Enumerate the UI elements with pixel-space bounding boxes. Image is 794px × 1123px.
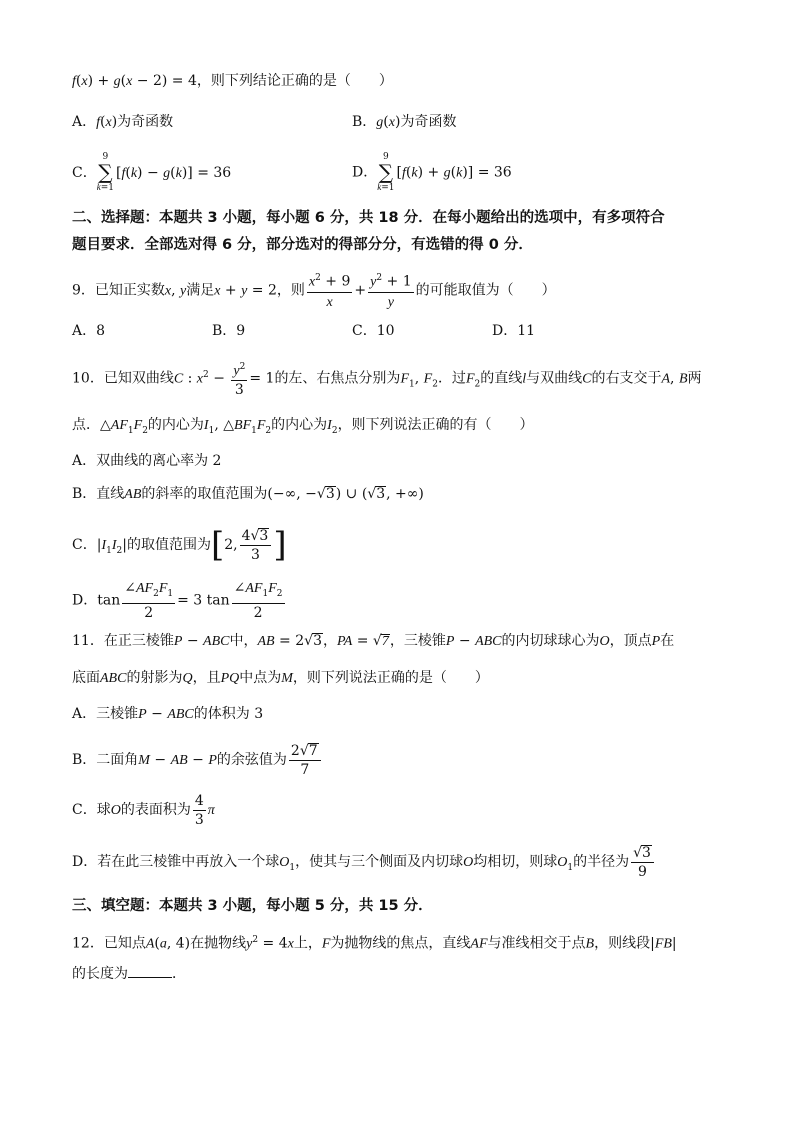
- q9-option-b: B．9: [212, 323, 246, 339]
- section2-subheading: 题目要求．全部选对得 6 分，部分选对的得部分分，有选错的得 0 分．: [72, 237, 533, 253]
- q10-option-b: B．直线AB的斜率的取值范围为(−∞, −√3) ∪ (√3, +∞): [72, 486, 424, 502]
- q11-option-c: C．球O的表面积为 $\frac{4}{3}$ π: [72, 792, 215, 828]
- q9-option-a: A．8: [72, 323, 106, 339]
- q12-stem: 12．已知点A(a, 4)在抛物线$y^2 = 4x$上，F为抛物线的焦点，直线AF与准线相交于点B，则线段|FB|: [72, 935, 677, 952]
- q8-equation: f: [72, 74, 76, 89]
- q8-options-cd: [72, 152, 722, 194]
- q11-option-a: A．三棱锥P − ABC的体积为 3: [72, 706, 264, 722]
- q10-stem: 10．已知双曲线C : $x^2$ − $\frac{y^2}{3}$ = 1的左、右焦点分别为$F_1$, $F_2$．过$F_2$的直线l与双曲线C的右支交于A, B两: [72, 356, 702, 403]
- q8-option-c: C．9 ∑ k=1[f(k) − g(k)] = 36: [72, 152, 232, 193]
- q9-option-d: D．11: [492, 323, 536, 339]
- q8-options-ab: [72, 111, 722, 134]
- section3-heading: 三、填空题：本题共 3 小题，每小题 5 分，共 15 分．: [72, 898, 433, 914]
- q10-option-a: A．双曲线的离心率为 2: [72, 453, 222, 469]
- q11-stem-line2: 底面ABC的射影为Q，且PQ中点为M，则下列说法正确的是（ ）: [72, 670, 489, 686]
- q10-option-d: D．tan $\frac{\angle AF_2F_1}{2}$ = 3 tan $\frac{\angle AF_1F_2}{2}$: [72, 580, 283, 621]
- answer-blank[interactable]: [128, 963, 172, 978]
- q10-option-c: C．$|I_1I_2|$的取值范围为[2, $\frac{4√3}{3}$ ]: [72, 525, 287, 565]
- q9-stem: 9．已知正实数x, y满足x + y = 2，则 $\frac{x^2 + 9}{x}$ + $\frac{y^2 + 1}{y}$ 的可能取值为（ ）: [72, 270, 556, 311]
- q9-option-c: C．10: [352, 323, 395, 339]
- q11-option-d: D．若在此三棱锥中再放入一个球$O_1$，使其与三个侧面及内切球O均相切，则球$O_1$的半径为 $\frac{√3}{9}$: [72, 842, 656, 888]
- q11-option-b: B．二面角M − AB − P的余弦值为 $\frac{2√7}{7}$: [72, 740, 323, 781]
- q10-stem-line2: 点．$\triangle AF_1F_2$的内心为$I_1$, $\triangle BF_1F_2$的内心为$I_2$，则下列说法正确的有（ ）: [72, 417, 534, 436]
- q12-stem-line2: 的长度为 ．: [72, 963, 186, 985]
- q11-stem: 11．在正三棱锥P − ABC中，AB = 2√3，PA = √7，三棱锥P − ABC的内切球球心为O，顶点P在: [72, 633, 675, 649]
- section2-heading: 二、选择题：本题共 3 小题，每小题 6 分，共 18 分．在每小题给出的选项中，有多项符合: [72, 210, 665, 226]
- q8-option-b: B．g(x)为奇函数: [352, 114, 457, 130]
- q8-option-a: A．f(x)为奇函数: [72, 114, 174, 130]
- q8-option-d: D．9 ∑ k=1[f(k) + g(k)] = 36: [352, 152, 512, 193]
- q8-stem: f(x) + g(x − 2) = 4，则下列结论正确的是（ ）: [72, 73, 393, 89]
